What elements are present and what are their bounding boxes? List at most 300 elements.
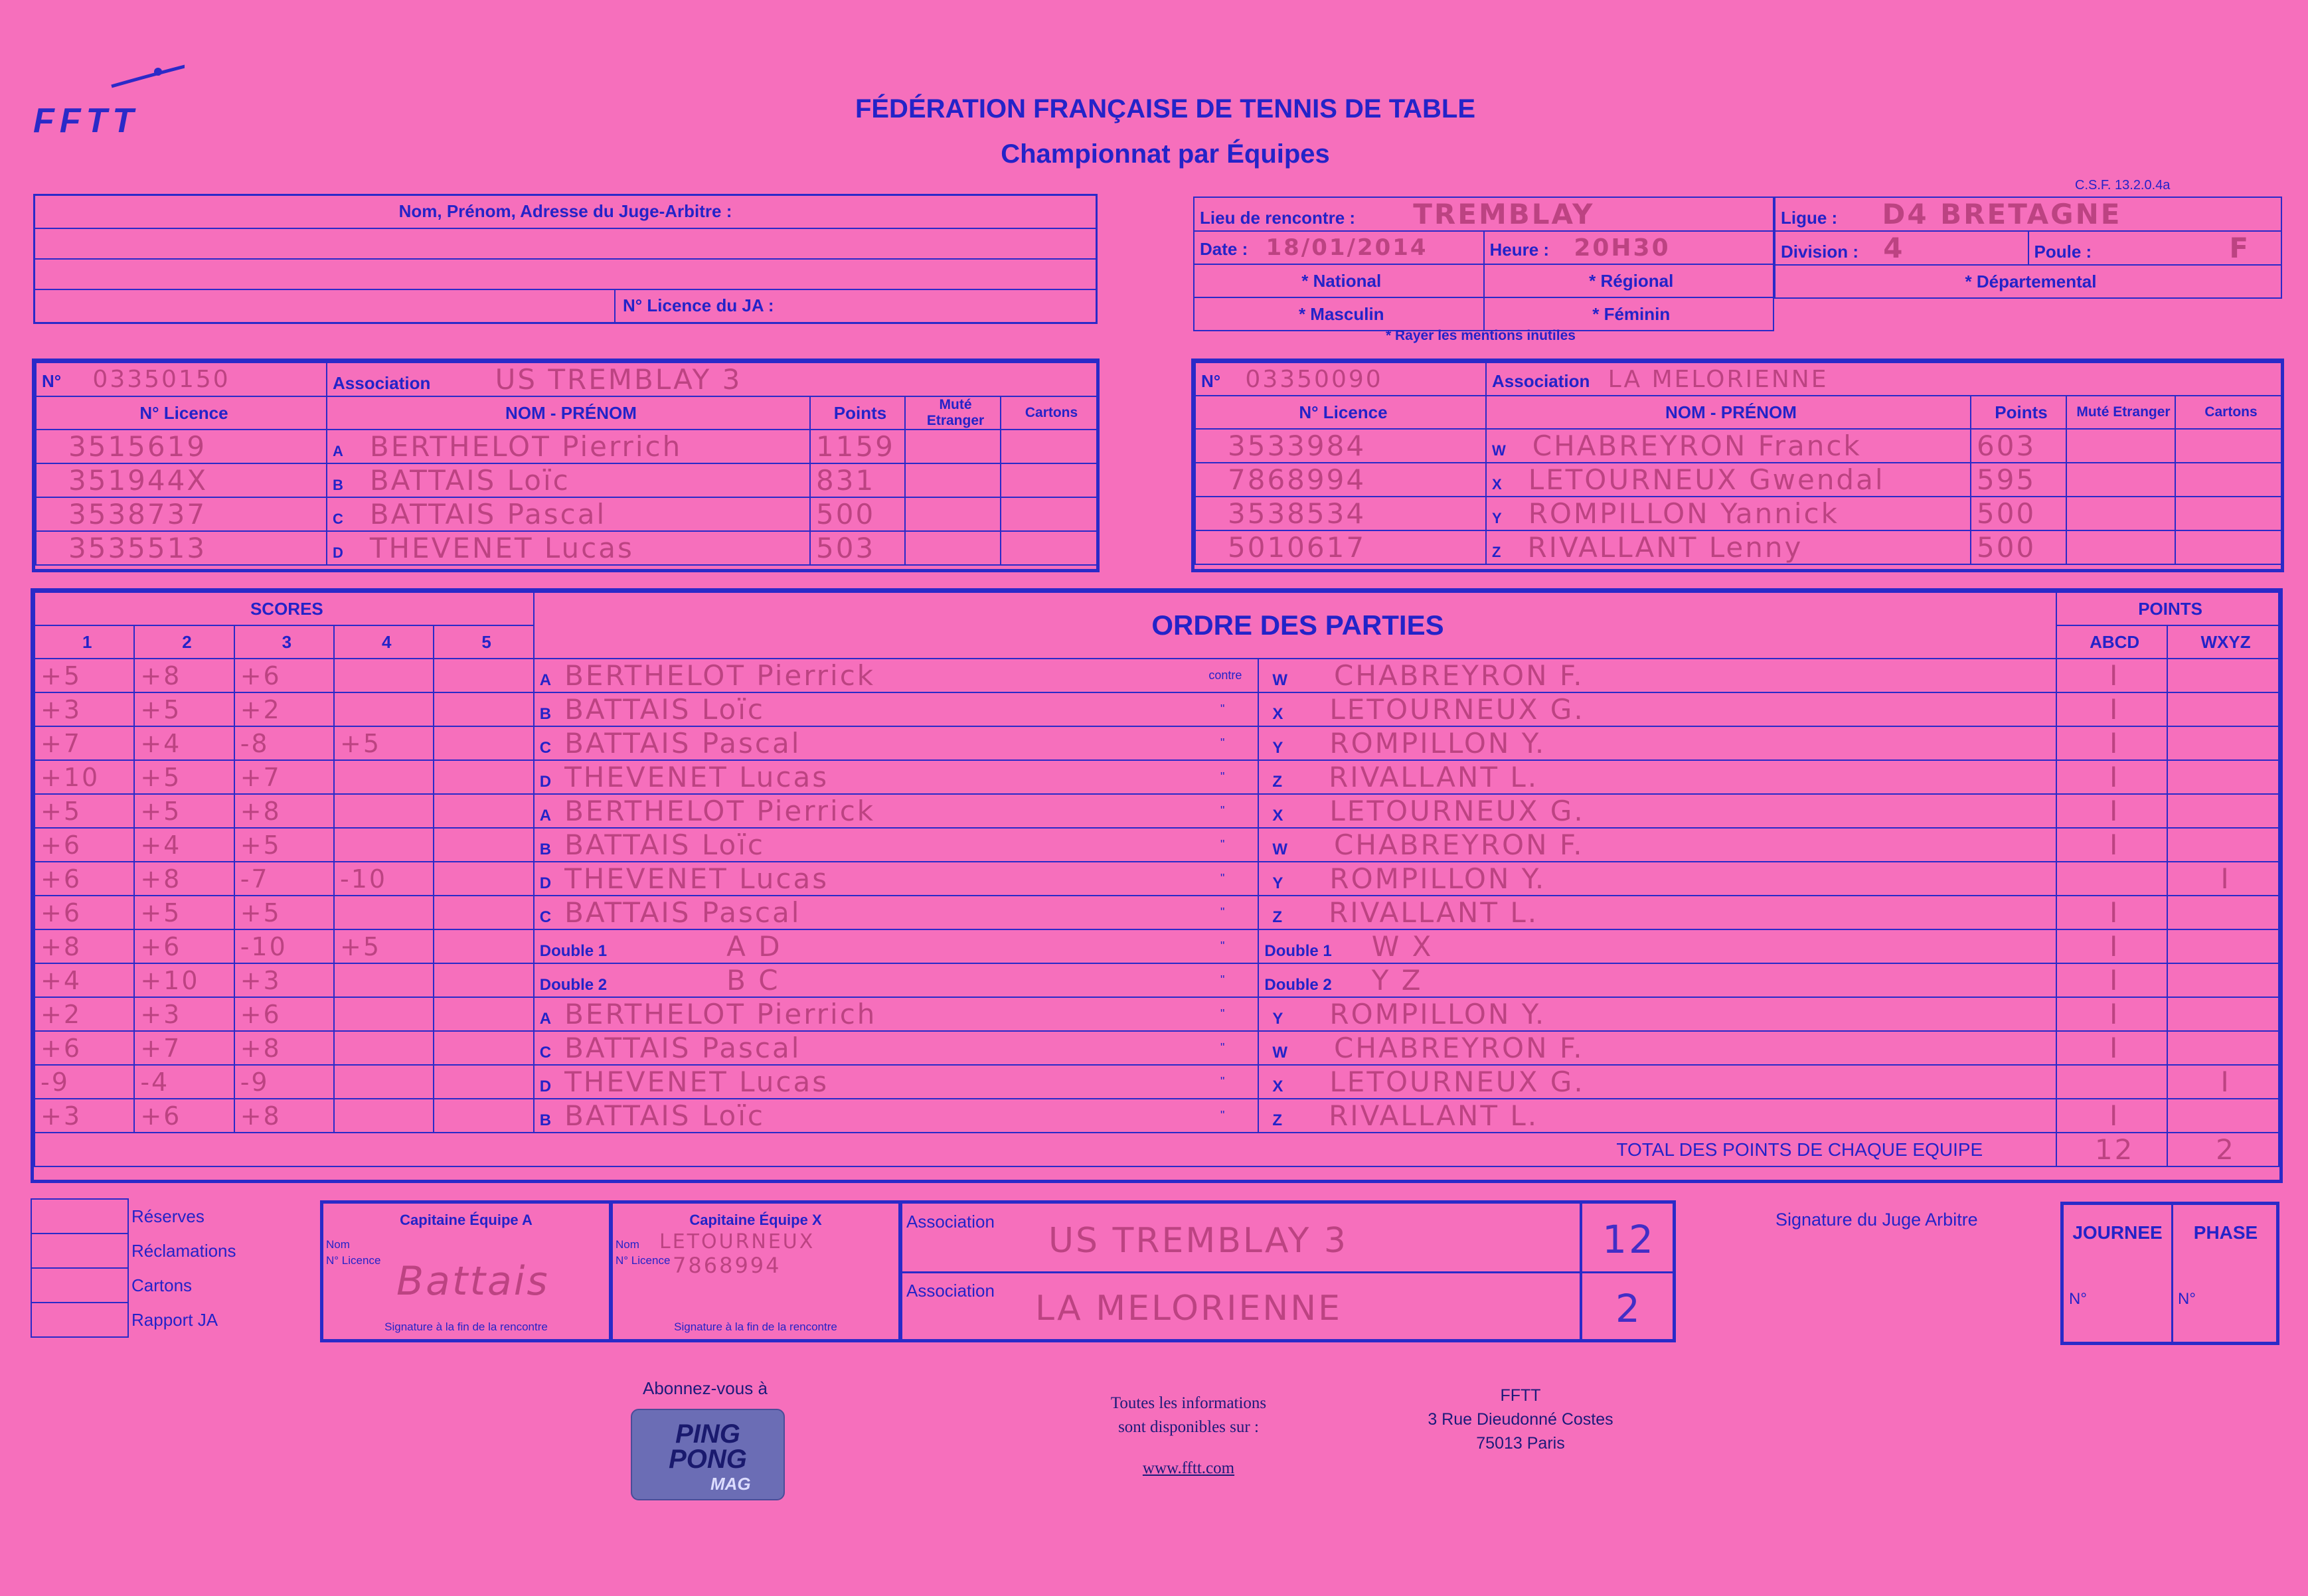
match-row xyxy=(35,794,2279,828)
form-code: C.S.F. 13.2.0.4a xyxy=(2075,178,2171,193)
set-1-score-cell[interactable] xyxy=(35,828,134,862)
captain-x-nom-label: Nom xyxy=(616,1238,639,1251)
report-checklist xyxy=(31,1198,256,1341)
team-a-points-cell[interactable] xyxy=(810,463,905,497)
match-right-cell[interactable] xyxy=(1258,760,2056,794)
wxyz-point-cell[interactable] xyxy=(2167,659,2279,692)
left-player-letter: C xyxy=(539,739,552,757)
team-x-assoc-cell[interactable] xyxy=(1486,362,2281,396)
set-score: +3 xyxy=(140,999,182,1029)
wxyz-header: WXYZ xyxy=(2167,625,2279,659)
team-x-points: 595 xyxy=(1977,463,2036,496)
team-a-points: 503 xyxy=(816,532,876,564)
right-player-name: LETOURNEUX G. xyxy=(1329,795,1585,827)
match-left-cell[interactable] xyxy=(534,896,1259,929)
referee-line-2[interactable] xyxy=(35,260,1096,290)
team-a-name-cell[interactable] xyxy=(327,430,810,463)
team-a-player-name: BERTHELOT Pierrich xyxy=(369,430,683,463)
abcd-header: ABCD xyxy=(2056,625,2167,659)
set-2-score-cell[interactable] xyxy=(134,862,234,896)
team-a-points-cell[interactable] xyxy=(810,497,905,531)
abcd-point-cell[interactable] xyxy=(2056,896,2167,929)
set-score: +5 xyxy=(240,898,282,927)
wxyz-point-cell[interactable] xyxy=(2167,896,2279,929)
heure-cell[interactable] xyxy=(1484,231,1774,264)
result-a-team: US TREMBLAY 3 xyxy=(1048,1221,1348,1261)
set-4-score-cell[interactable] xyxy=(334,760,434,794)
set-2-score-cell[interactable] xyxy=(134,1099,234,1133)
set-5-score-cell[interactable] xyxy=(434,896,533,929)
match-left-cell[interactable] xyxy=(534,1031,1259,1065)
team-x-licence-cell[interactable] xyxy=(1195,463,1486,497)
masculin-option[interactable]: * Masculin xyxy=(1194,297,1484,331)
left-player-letter: A xyxy=(539,807,552,825)
set-3-score-cell[interactable] xyxy=(234,692,334,726)
set-3-score-cell[interactable] xyxy=(234,896,334,929)
match-right-cell[interactable] xyxy=(1258,1099,2056,1133)
team-a-cartons-cell[interactable] xyxy=(1001,430,1097,463)
match-right-cell[interactable] xyxy=(1258,963,2056,997)
match-right-cell[interactable] xyxy=(1258,896,2056,929)
team-a-head-cartons: Cartons xyxy=(1001,396,1097,430)
set-5-score-cell[interactable] xyxy=(434,726,533,760)
set-4-score-cell[interactable] xyxy=(334,997,434,1031)
info-line-1: Toutes les informations xyxy=(1110,1394,1267,1412)
team-x-cartons-cell[interactable] xyxy=(2175,497,2281,530)
set-4-score-cell[interactable] xyxy=(334,896,434,929)
set-2-score-cell[interactable] xyxy=(134,760,234,794)
set-5-score-cell[interactable] xyxy=(434,659,533,692)
abcd-point-cell[interactable] xyxy=(2056,929,2167,963)
team-x-mute-cell[interactable] xyxy=(2066,497,2175,530)
set-4-score-cell[interactable] xyxy=(334,1065,434,1099)
match-left-cell[interactable] xyxy=(534,726,1259,760)
set-1-score-cell[interactable] xyxy=(35,659,134,692)
result-x-team: LA MELORIENNE xyxy=(1035,1289,1343,1328)
set-5-score-cell[interactable] xyxy=(434,760,533,794)
set-score: +5 xyxy=(41,796,82,826)
ligue-cell[interactable] xyxy=(1775,197,2281,231)
set-4-score-cell[interactable] xyxy=(334,1099,434,1133)
set-score: +3 xyxy=(240,965,282,995)
heure-value: 20H30 xyxy=(1574,234,1671,262)
set-1-score-cell[interactable] xyxy=(35,760,134,794)
abcd-point-cell[interactable] xyxy=(2056,659,2167,692)
result-x-score[interactable]: 2 xyxy=(1615,1286,1642,1331)
match-left-cell[interactable] xyxy=(534,963,1259,997)
match-right-cell[interactable] xyxy=(1258,794,2056,828)
match-right-cell[interactable] xyxy=(1258,1031,2056,1065)
match-row xyxy=(35,760,2279,794)
team-x-num-label: N° xyxy=(1201,370,1221,391)
team-a-points: 831 xyxy=(816,464,876,497)
set-3-score-cell[interactable] xyxy=(234,760,334,794)
team-a-mute-cell[interactable] xyxy=(905,430,1001,463)
heure-label: Heure : xyxy=(1489,239,1550,260)
team-a-licence-cell[interactable] xyxy=(36,497,327,531)
journee-label: JOURNEE xyxy=(2072,1222,2163,1243)
match-right-cell[interactable] xyxy=(1258,1065,2056,1099)
versus-mark: " xyxy=(1220,736,1225,750)
set-1-score-cell[interactable] xyxy=(35,1065,134,1099)
set-3-score-cell[interactable] xyxy=(234,1065,334,1099)
team-a-name-cell[interactable] xyxy=(327,463,810,497)
team-a-assoc-cell[interactable] xyxy=(327,362,1097,396)
match-row xyxy=(35,862,2279,896)
set-2-score-cell[interactable] xyxy=(134,828,234,862)
phase-num[interactable]: N° xyxy=(2178,1290,2196,1308)
team-a-points: 500 xyxy=(816,498,876,530)
wxyz-point-cell[interactable] xyxy=(2167,963,2279,997)
match-right-cell[interactable] xyxy=(1258,828,2056,862)
team-a-licence: 3538737 xyxy=(68,498,207,530)
team-x-mute-cell[interactable] xyxy=(2066,463,2175,497)
set-3-score-cell[interactable] xyxy=(234,862,334,896)
division-value: 4 xyxy=(1883,232,1905,264)
captain-x-box[interactable] xyxy=(610,1200,902,1342)
left-player-letter: D xyxy=(539,773,552,791)
versus-mark: contre xyxy=(1208,669,1242,682)
set-2-score-cell[interactable] xyxy=(134,896,234,929)
wxyz-point-cell[interactable] xyxy=(2167,828,2279,862)
team-a-licence-cell[interactable] xyxy=(36,463,327,497)
referee-signature-label[interactable]: Signature du Juge Arbitre xyxy=(1775,1210,1978,1230)
match-left-cell[interactable] xyxy=(534,794,1259,828)
team-a-mute-cell[interactable] xyxy=(905,497,1001,531)
abcd-point-cell[interactable] xyxy=(2056,692,2167,726)
team-x-points-cell[interactable] xyxy=(1971,429,2066,463)
team-x-box xyxy=(1191,359,2284,572)
set-2-score-cell[interactable] xyxy=(134,1031,234,1065)
set-5-score-cell[interactable] xyxy=(434,1099,533,1133)
match-left-cell[interactable] xyxy=(534,692,1259,726)
set-2-score-cell[interactable] xyxy=(134,659,234,692)
set-5-score-cell[interactable] xyxy=(434,963,533,997)
set-5-score-cell[interactable] xyxy=(434,929,533,963)
left-player-name: BATTAIS Pascal xyxy=(564,1032,801,1064)
wxyz-point-cell[interactable] xyxy=(2167,692,2279,726)
set-4-score-cell[interactable] xyxy=(334,963,434,997)
captain-a-box[interactable] xyxy=(320,1200,612,1342)
set-2-score-cell[interactable] xyxy=(134,997,234,1031)
abcd-point-cell[interactable] xyxy=(2056,794,2167,828)
set-5-score-cell[interactable] xyxy=(434,1065,533,1099)
team-a-licence-cell[interactable] xyxy=(36,430,327,463)
right-player-name: ROMPILLON Y. xyxy=(1329,727,1546,759)
team-x-points: 603 xyxy=(1977,430,2036,462)
abcd-point-cell[interactable] xyxy=(2056,1099,2167,1133)
set-score: +10 xyxy=(41,762,100,792)
match-left-cell[interactable] xyxy=(534,1065,1259,1099)
set-5-score-cell[interactable] xyxy=(434,1031,533,1065)
team-a-player-name: BATTAIS Pascal xyxy=(369,498,607,530)
team-x-licence-cell[interactable] xyxy=(1195,497,1486,530)
set-1-score-cell[interactable] xyxy=(35,997,134,1031)
set-3-score-cell[interactable] xyxy=(234,997,334,1031)
fftt-url-link[interactable]: www.fftt.com xyxy=(1142,1459,1235,1477)
team-x-cartons-cell[interactable] xyxy=(2175,463,2281,497)
set-4-score-cell[interactable] xyxy=(334,862,434,896)
team-x-head-cartons: Cartons xyxy=(2175,396,2281,429)
team-x-points: 500 xyxy=(1977,497,2036,530)
set-3-score-cell[interactable] xyxy=(234,1031,334,1065)
team-a-cartons-cell[interactable] xyxy=(1001,531,1097,565)
abcd-point-cell[interactable] xyxy=(2056,828,2167,862)
ping-pong-mag-logo[interactable] xyxy=(631,1409,785,1500)
set-4-score-cell[interactable] xyxy=(334,659,434,692)
match-left-cell[interactable] xyxy=(534,1099,1259,1133)
left-player-name: THEVENET Lucas xyxy=(564,862,829,895)
set-score: -9 xyxy=(41,1067,70,1097)
team-x-name-cell[interactable] xyxy=(1486,497,1971,530)
set-4-score-cell[interactable] xyxy=(334,794,434,828)
match-row xyxy=(35,1099,2279,1133)
team-x-licence: 3533984 xyxy=(1228,430,1366,462)
match-right-cell[interactable] xyxy=(1258,862,2056,896)
team-x-cartons-cell[interactable] xyxy=(2175,429,2281,463)
match-row xyxy=(35,1031,2279,1065)
team-a-cartons-cell[interactable] xyxy=(1001,463,1097,497)
set-1-score-cell[interactable] xyxy=(35,692,134,726)
set-score: -8 xyxy=(240,728,270,758)
wxyz-point-cell[interactable] xyxy=(2167,794,2279,828)
team-x-name-cell[interactable] xyxy=(1486,530,1971,564)
team-a-cartons-cell[interactable] xyxy=(1001,497,1097,531)
team-x-cartons-cell[interactable] xyxy=(2175,530,2281,564)
set-5-score-cell[interactable] xyxy=(434,997,533,1031)
team-a-mute-cell[interactable] xyxy=(905,531,1001,565)
team-a-points-cell[interactable] xyxy=(810,430,905,463)
versus-mark: " xyxy=(1220,1109,1225,1122)
set-score: +8 xyxy=(41,931,82,961)
wxyz-point-cell[interactable] xyxy=(2167,1031,2279,1065)
right-player-letter: Y xyxy=(1272,874,1283,892)
abcd-point: I xyxy=(2109,998,2120,1030)
right-player-letter: Z xyxy=(1272,1111,1283,1129)
departemental-option[interactable]: * Départemental xyxy=(1775,265,2281,298)
wxyz-point-cell[interactable] xyxy=(2167,997,2279,1031)
feminin-option[interactable]: * Féminin xyxy=(1484,297,1774,331)
team-x-head-mute: Muté Etranger xyxy=(2066,396,2175,429)
team-x-player-row xyxy=(1195,429,2281,463)
team-x-player-row xyxy=(1195,463,2281,497)
set-score: +8 xyxy=(140,864,182,894)
set-score: +6 xyxy=(41,830,82,860)
total-a-value: 12 xyxy=(2094,1133,2135,1166)
left-player-name: THEVENET Lucas xyxy=(564,761,829,793)
set-3-score-cell[interactable] xyxy=(234,963,334,997)
team-x-licence-cell[interactable] xyxy=(1195,429,1486,463)
wxyz-point: I xyxy=(2220,862,2231,895)
set-5-score-cell[interactable] xyxy=(434,828,533,862)
team-x-player-letter: Y xyxy=(1492,510,1502,526)
set-3-score-cell[interactable] xyxy=(234,794,334,828)
wxyz-point-cell[interactable] xyxy=(2167,862,2279,896)
team-a-name-cell[interactable] xyxy=(327,497,810,531)
right-player-name: RIVALLANT L. xyxy=(1329,896,1539,929)
journee-box xyxy=(2060,1202,2279,1345)
left-player-name: BERTHELOT Pierrich xyxy=(564,998,877,1030)
match-left-cell[interactable] xyxy=(534,862,1259,896)
abcd-point-cell[interactable] xyxy=(2056,1031,2167,1065)
cartons-label: Cartons xyxy=(131,1275,193,1295)
journee-num[interactable]: N° xyxy=(2069,1290,2087,1308)
date-value: 18/01/2014 xyxy=(1266,234,1428,261)
team-x-player-name: ROMPILLON Yannick xyxy=(1528,497,1839,530)
match-left-cell[interactable] xyxy=(534,929,1259,963)
national-option[interactable]: * National xyxy=(1194,264,1484,297)
set-1-score-cell[interactable] xyxy=(35,963,134,997)
match-right-cell[interactable] xyxy=(1258,659,2056,692)
set-1-score-cell[interactable] xyxy=(35,1099,134,1133)
team-a-head-name: NOM - PRÉNOM xyxy=(327,396,810,430)
team-x-mute-cell[interactable] xyxy=(2066,429,2175,463)
set-score: +6 xyxy=(41,864,82,894)
match-right-cell[interactable] xyxy=(1258,726,2056,760)
referee-line-1[interactable] xyxy=(35,229,1096,260)
set-1-score-cell[interactable] xyxy=(35,1031,134,1065)
set-5-score-cell[interactable] xyxy=(434,862,533,896)
division-cell[interactable] xyxy=(1775,231,2028,265)
set-4-score-cell[interactable] xyxy=(334,726,434,760)
right-player-letter: X xyxy=(1272,1077,1283,1095)
set-4-score-cell[interactable] xyxy=(334,1031,434,1065)
abcd-point-cell[interactable] xyxy=(2056,997,2167,1031)
date-cell[interactable] xyxy=(1194,231,1484,264)
set-score: +10 xyxy=(140,965,200,995)
team-x-points-cell[interactable] xyxy=(1971,497,2066,530)
referee-box xyxy=(33,194,1098,324)
team-x-mute-cell[interactable] xyxy=(2066,530,2175,564)
set-score: +7 xyxy=(140,1033,182,1063)
team-x-head-points: Points xyxy=(1971,396,2066,429)
set-3-score-cell[interactable] xyxy=(234,726,334,760)
lieu-label: Lieu de rencontre : xyxy=(1200,208,1356,228)
versus-mark: " xyxy=(1220,770,1225,783)
right-player-letter: W xyxy=(1272,671,1288,689)
set-2-score-cell[interactable] xyxy=(134,963,234,997)
set-5-score-cell[interactable] xyxy=(434,794,533,828)
wxyz-point-cell[interactable] xyxy=(2167,726,2279,760)
set-2-score-cell[interactable] xyxy=(134,929,234,963)
left-player-name: BERTHELOT Pierrick xyxy=(564,795,876,827)
set-1-score-cell[interactable] xyxy=(35,896,134,929)
captain-x-sig-note: Signature à la fin de la rencontre xyxy=(674,1320,837,1333)
team-x-head-licence: N° Licence xyxy=(1195,396,1486,429)
set-score: +8 xyxy=(240,1033,282,1063)
match-right-cell[interactable] xyxy=(1258,997,2056,1031)
left-player-letter: D xyxy=(539,1077,552,1095)
right-player-name: ROMPILLON Y. xyxy=(1329,862,1546,895)
team-a-name-cell[interactable] xyxy=(327,531,810,565)
team-a-num-cell[interactable] xyxy=(36,362,327,396)
points-header: POINTS xyxy=(2056,592,2279,625)
abcd-point-cell[interactable] xyxy=(2056,1065,2167,1099)
team-a-player-name: THEVENET Lucas xyxy=(369,532,634,564)
set-2-score-cell[interactable] xyxy=(134,692,234,726)
captain-a-sig-note: Signature à la fin de la rencontre xyxy=(384,1320,548,1333)
set-5-score-cell[interactable] xyxy=(434,692,533,726)
mag-line-3: MAG xyxy=(710,1474,751,1494)
set-3-score-cell[interactable] xyxy=(234,1099,334,1133)
left-player-letter: Double 1 xyxy=(539,942,608,960)
team-x-player-row xyxy=(1195,530,2281,564)
abcd-point: I xyxy=(2109,829,2120,861)
poule-label: Poule : xyxy=(2034,242,2092,262)
wxyz-point-cell[interactable] xyxy=(2167,760,2279,794)
right-player-name: ROMPILLON Y. xyxy=(1329,998,1546,1030)
poule-cell[interactable] xyxy=(2028,231,2282,265)
poule-value: F xyxy=(2229,232,2251,264)
match-right-cell[interactable] xyxy=(1258,929,2056,963)
match-left-cell[interactable] xyxy=(534,828,1259,862)
team-a-licence: 3515619 xyxy=(68,430,207,463)
wxyz-point-cell[interactable] xyxy=(2167,1099,2279,1133)
set-1-score-cell[interactable] xyxy=(35,794,134,828)
match-left-cell[interactable] xyxy=(534,659,1259,692)
abcd-point-cell[interactable] xyxy=(2056,963,2167,997)
total-a-cell[interactable] xyxy=(2056,1133,2167,1166)
abcd-point: I xyxy=(2109,693,2120,726)
abcd-point-cell[interactable] xyxy=(2056,760,2167,794)
set-score: +4 xyxy=(41,965,82,995)
left-player-letter: A xyxy=(539,1010,552,1028)
match-right-cell[interactable] xyxy=(1258,692,2056,726)
set-score: +6 xyxy=(140,1101,182,1131)
right-player-letter: Y xyxy=(1272,739,1283,757)
team-x-name-cell[interactable] xyxy=(1486,429,1971,463)
set-3-score-cell[interactable] xyxy=(234,659,334,692)
team-a-licence-cell[interactable] xyxy=(36,531,327,565)
regional-option[interactable]: * Régional xyxy=(1484,264,1774,297)
reserves-label: Réserves xyxy=(131,1206,205,1226)
team-x-num-cell[interactable] xyxy=(1195,362,1486,396)
set-1-score-cell[interactable] xyxy=(35,929,134,963)
team-x-points-cell[interactable] xyxy=(1971,463,2066,497)
wxyz-point-cell[interactable] xyxy=(2167,1065,2279,1099)
team-x-points-cell[interactable] xyxy=(1971,530,2066,564)
right-player-name: RIVALLANT L. xyxy=(1329,1099,1539,1132)
team-a-points-cell[interactable] xyxy=(810,531,905,565)
team-a-mute-cell[interactable] xyxy=(905,463,1001,497)
set-3-score-cell[interactable] xyxy=(234,828,334,862)
set-3-score-cell[interactable] xyxy=(234,929,334,963)
team-x-name-cell[interactable] xyxy=(1486,463,1971,497)
set-1-score-cell[interactable] xyxy=(35,862,134,896)
result-a-score[interactable]: 12 xyxy=(1602,1217,1655,1262)
abcd-point-cell[interactable] xyxy=(2056,726,2167,760)
scores-header: SCORES xyxy=(35,592,534,625)
set-4-score-cell[interactable] xyxy=(334,828,434,862)
wxyz-point-cell[interactable] xyxy=(2167,929,2279,963)
abcd-point-cell[interactable] xyxy=(2056,862,2167,896)
left-player-letter: B xyxy=(539,705,552,723)
match-left-cell[interactable] xyxy=(534,997,1259,1031)
set-4-score-cell[interactable] xyxy=(334,929,434,963)
match-row xyxy=(35,929,2279,963)
team-a-points: 1159 xyxy=(816,430,895,463)
match-left-cell[interactable] xyxy=(534,760,1259,794)
set-1-score-cell[interactable] xyxy=(35,726,134,760)
total-x-cell[interactable] xyxy=(2167,1133,2279,1166)
set-2-score-cell[interactable] xyxy=(134,1065,234,1099)
versus-mark: " xyxy=(1220,1075,1225,1088)
set-4-score-cell[interactable] xyxy=(334,692,434,726)
lieu-cell[interactable] xyxy=(1194,197,1773,231)
set-2-score-cell[interactable] xyxy=(134,726,234,760)
team-x-licence-cell[interactable] xyxy=(1195,530,1486,564)
set-2-score-cell[interactable] xyxy=(134,794,234,828)
